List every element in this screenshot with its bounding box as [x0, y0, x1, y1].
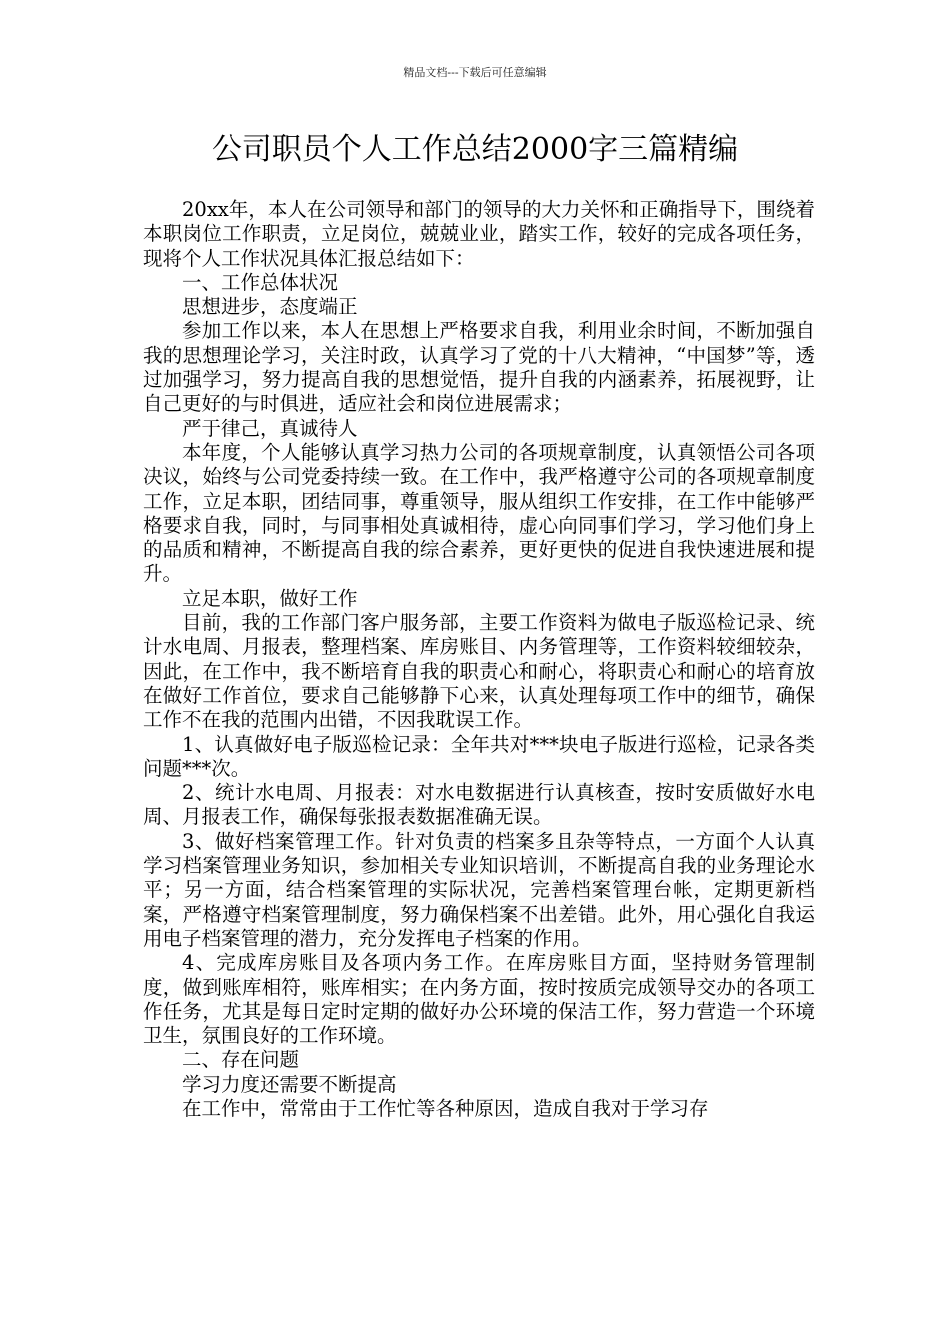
subheading-learning: 学习力度还需要不断提高: [182, 1072, 397, 1096]
page-header: 精品文档---下载后可任意编辑: [403, 66, 547, 79]
section-heading-overall: 一、工作总体状况: [182, 270, 339, 294]
list-item-warehouse: 4、完成库房账目及各项内务工作。在库房账目方面，坚持财务管理制度，做到账库相符，账库相实；在内务方面，按时按质完成领导交办的各项工作任务，尤其是每日定时定期的做好办公环境的保洁工作，努力营造一个环境卫生，氛围良好的工作环境。: [143, 951, 815, 1048]
list-item-archives: 3、做好档案管理工作。针对负责的档案多且杂等特点，一方面个人认真学习档案管理业务知识，参加相关专业知识培训，不断提高自我的业务理论水平；另一方面，结合档案管理的实际状况，完善档案管理台帐，定期更新档案，严格遵守档案管理制度，努力确保档案不出差错。此外，用心强化自我运用电子档案管理的潜力，充分发挥电子档案的作用。: [143, 829, 815, 950]
list-item-reports: 2、统计水电周、月报表：对水电数据进行认真核查，按时安质做好水电周、月报表工作，确保每张报表数据准确无误。: [143, 781, 815, 829]
subheading-thought: 思想进步，态度端正: [182, 295, 358, 319]
subheading-duty: 立足本职，做好工作: [182, 586, 358, 610]
section-heading-problems: 二、存在问题: [182, 1048, 300, 1072]
document-body: [143, 198, 815, 1121]
document-title: 公司职员个人工作总结2000字三篇精编: [211, 132, 739, 167]
list-item-inspection: 1、认真做好电子版巡检记录：全年共对***块电子版进行巡检，记录各类问题***次。: [143, 732, 815, 780]
paragraph-discipline: 本年度，个人能够认真学习热力公司的各项规章制度，认真领悟公司各项决议，始终与公司党委持续一致。在工作中，我严格遵守公司的各项规章制度工作，立足本职，团结同事，尊重领导，服从组织工作安排，在工作中能够严格要求自我，同时，与同事相处真诚相待，虚心向同事们学习，学习他们身上的品质和精神，不断提高自我的综合素养，更好更快的促进自我快速进展和提升。: [143, 440, 815, 586]
paragraph-intro: 20xx年，本人在公司领导和部门的领导的大力关怀和正确指导下，围绕着本职岗位工作职责，立足岗位，兢兢业业，踏实工作，较好的完成各项任务，现将个人工作状况具体汇报总结如下：: [143, 198, 815, 270]
paragraph-thought: 参加工作以来，本人在思想上严格要求自我，利用业余时间，不断加强自我的思想理论学习，关注时政，认真学习了党的十八大精神，“中国梦”等，透过加强学习，努力提高自我的思想觉悟，提升自我的内涵素养，拓展视野，让自己更好的与时俱进，适应社会和岗位进展需求；: [143, 319, 815, 416]
paragraph-learning: 在工作中，常常由于工作忙等各种原因，造成自我对于学习存: [182, 1096, 709, 1120]
paragraph-duty: 目前，我的工作部门客户服务部，主要工作资料为做电子版巡检记录、统计水电周、月报表，整理档案、库房账目、内务管理等，工作资料较细较杂，因此，在工作中，我不断培育自我的职责心和耐心，将职责心和耐心的培育放在做好工作首位，要求自己能够静下心来，认真处理每项工作中的细节，确保工作不在我的范围内出错，不因我耽误工作。: [143, 611, 815, 732]
subheading-discipline: 严于律己，真诚待人: [182, 416, 358, 440]
